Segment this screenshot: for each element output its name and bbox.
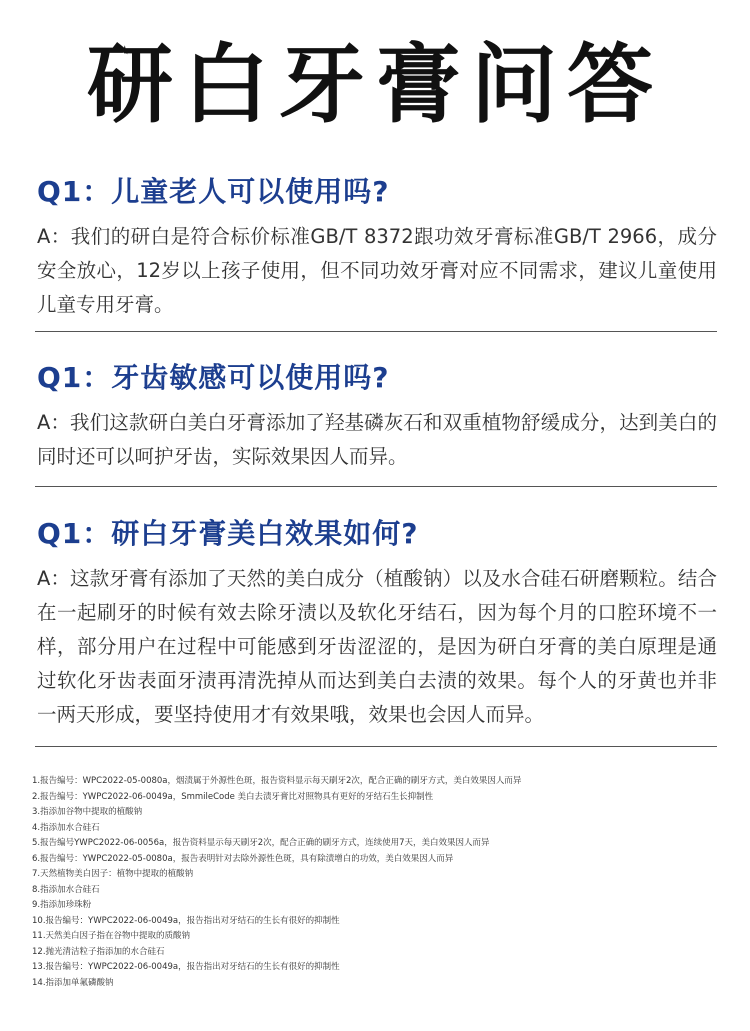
divider <box>35 746 717 747</box>
footnote: 9.指添加珍珠粉 <box>32 900 92 910</box>
footnote: 11.天然美白因子指在谷物中提取的质酸钠 <box>32 931 191 941</box>
footnote: 13.报告编号：YWPC2022-06-0049a，报告指出对牙结石的生长有很好的抑制性 <box>32 962 340 972</box>
footnote: 10.报告编号：YWPC2022-06-0049a，报告指出对牙结石的生长有很好的抑制性 <box>32 915 340 926</box>
question-heading: Q1：研白牙膏美白效果如何? <box>37 517 419 550</box>
question-heading: Q1：儿童老人可以使用吗? <box>37 175 390 208</box>
footnote: 7.天然植物美白因子：植物中提取的植酸钠 <box>32 869 194 879</box>
qa-item-sensitive-teeth <box>37 358 717 474</box>
footnote: 14.指添加单氟磷酸钠 <box>32 977 114 988</box>
answer-text: A：我们这款研白美白牙膏添加了羟基磷灰石和双重植物舒缓成分，达到美白的同时还可以呵护牙齿，实际效果因人而异。 <box>37 411 717 468</box>
answer-text: A：我们的研白是符合标价标准GB/T 8372跟功效牙膏标准GB/T 2966，成分安全放心，12岁以上孩子使用，但不同功效牙膏对应不同需求，建议儿童使用儿童专用牙膏。 <box>37 225 717 316</box>
footnote: 4.指添加水合硅石 <box>32 822 100 833</box>
footnote: 5.报告编号YWPC2022-06-0056a，报告资料显示每天刷牙2次，配合正确的刷牙方式，连续使用7天，美白效果因人而异 <box>32 838 490 848</box>
footnotes <box>32 774 722 991</box>
question-heading: Q1：牙齿敏感可以使用吗? <box>37 361 390 394</box>
answer-text: A：这款牙膏有添加了天然的美白成分（植酸钠）以及水合硅石研磨颗粒。结合在一起刷牙的时候有效去除牙渍以及软化牙结石，因为每个月的口腔环境不一样，部分用户在过程中可能感到牙齿涩涩的，是因为研白牙膏的美白原理是通过软化牙齿表面牙渍再清洗掉从而达到美白去渍的效果。每个人的牙黄也并非一两天形成，要坚持使用才有效果哦，效果也会因人而异。 <box>37 567 717 726</box>
qa-item-children-elderly <box>37 172 717 322</box>
divider <box>35 486 717 487</box>
footnote: 1.报告编号：WPC2022-05-0080a，烟渍属于外源性色斑，报告资料显示每天刷牙2次，配合正确的刷牙方式，美白效果因人而异 <box>32 776 522 786</box>
footnote: 8.指添加水合硅石 <box>32 884 100 895</box>
qa-item-whitening-effect <box>37 514 717 732</box>
page-title: 研白牙膏问答 <box>87 35 663 135</box>
footnote: 2.报告编号：YWPC2022-06-0049a，SmmileCode 美白去渍牙膏比对照物具有更好的牙结石生长抑制性 <box>32 791 434 802</box>
footnote: 3.指添加谷物中提取的植酸钠 <box>32 807 143 817</box>
footnote: 6.报告编号：YWPC2022-05-0080a，报告表明针对去除外源性色斑，具有除渍增白的功效，美白效果因人而异 <box>32 853 454 864</box>
divider <box>35 331 717 332</box>
footnote: 12.抛光清洁粒子指添加的水合硅石 <box>32 946 165 957</box>
